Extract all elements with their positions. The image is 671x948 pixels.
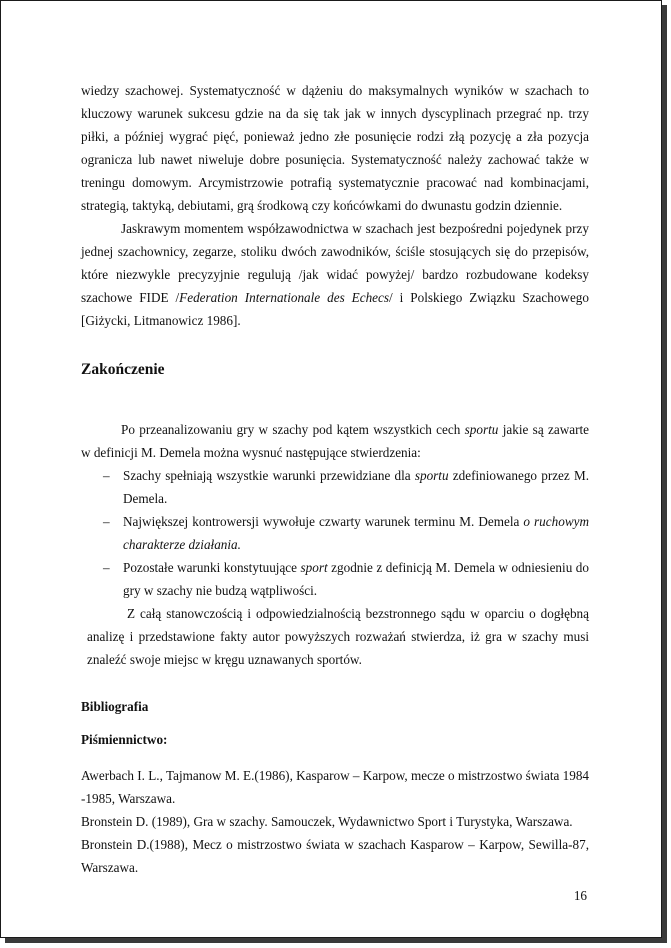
paragraph-2-text-start: Jaskrawym momentem współzawodnictwa w szachach jest bezpośredni pojedynek przy jednej szachownicy, zegarze, stoliku dwóch zawodników, ściśle stosujących się do przepisów, które niezwykle precyzyjnie regulują /jak widać powyżej/ bardzo rozbudowane kodeksy szachowe FIDE / xyxy=(81,221,589,305)
list-item xyxy=(103,556,589,602)
reference-item: Bronstein D.(1988), Mecz o mistrzostwo świata w szachach Kasparow – Karpow, Sewilla-87, Warszawa. xyxy=(81,837,589,875)
dash-bullet: – xyxy=(103,468,110,483)
list-item-italic: sport xyxy=(300,560,328,575)
fide-name-italic: Federation Internationale des Echecs xyxy=(179,290,390,305)
page-content xyxy=(81,79,589,879)
conclusion-intro-start: Po przeanalizowaniu gry w szachy pod kątem wszystkich cech xyxy=(121,422,465,437)
body-paragraph-1: wiedzy szachowej. Systematyczność w dążeniu do maksymalnych wyników w szachach to kluczowy warunek sukcesu gdzie na da się tak jak w innych dyscyplinach przegrać np. trzy piłki, a później wygrać pięć, ponieważ jedno złe posunięcie rodzi złą pozycję a zła pozycja ogranicza lub nawet niweluje dobre posunięcia. Systematyczność należy zachować także w treningu domowym. Arcymistrzowie potrafią systematycznie pracować nad kombinacjami, strategią, taktyką, debiutami, grą środkową czy końcówkami do dwunastu godzin dziennie. xyxy=(81,83,589,213)
conclusion-heading: Zakończenie xyxy=(81,361,165,378)
list-item-text-end: zdefiniowanego przez M. Demela. xyxy=(123,468,589,506)
literature-subheading: Piśmiennictwo: xyxy=(81,732,168,747)
conclusion-intro xyxy=(81,418,589,464)
body-paragraph-2 xyxy=(81,217,589,332)
list-item-text: Największej kontrowersji wywołuje czwarty warunek terminu M. Demela xyxy=(123,514,524,529)
list-item-text: Pozostałe warunki konstytuujące xyxy=(123,560,301,575)
paragraph-2-text-end: / i Polskiego Związku Szachowego [Giżycki, Litmanowicz 1986]. xyxy=(81,290,589,328)
list-item xyxy=(103,464,589,510)
list-item xyxy=(103,510,589,556)
dash-bullet: – xyxy=(103,560,110,575)
list-item-italic: sportu xyxy=(414,468,449,483)
conclusion-intro-italic: sportu xyxy=(464,422,499,437)
list-item-text: Szachy spełniają wszystkie warunki przewidziane dla xyxy=(123,468,415,483)
list-item-text-end: zgodnie z definicją M. Demela w odniesieniu do gry w szachy nie budzą wątpliwości. xyxy=(123,560,589,598)
reference-list xyxy=(81,764,589,879)
conclusion-intro-end: jakie są zawarte w definicji M. Demela można wysnuć następujące stwierdzenia: xyxy=(81,422,589,460)
page-number: 16 xyxy=(573,888,587,903)
bibliography-heading: Bibliografia xyxy=(81,699,149,714)
conclusion-list xyxy=(81,464,589,602)
dash-bullet: – xyxy=(103,514,110,529)
list-item-italic: o ruchowym charakterze działania. xyxy=(123,514,589,552)
reference-item: Awerbach I. L., Tajmanow M. E.(1986), Kasparow – Karpow, mecze o mistrzostwo świata 1984 -1985, Warszawa. xyxy=(81,768,590,806)
reference-item: Bronstein D. (1989), Gra w szachy. Samouczek, Wydawnictwo Sport i Turystyka, Warszawa. xyxy=(81,814,573,829)
conclusion-closing: Z całą stanowczością i odpowiedzialnością bezstronnego sądu w oparciu o dogłębną analizę i przedstawione fakty autor powyższych rozważań stwierdza, iż gra w szachy musi znaleźć swoje miejsc w kręgu uznawanych sportów. xyxy=(87,606,589,667)
